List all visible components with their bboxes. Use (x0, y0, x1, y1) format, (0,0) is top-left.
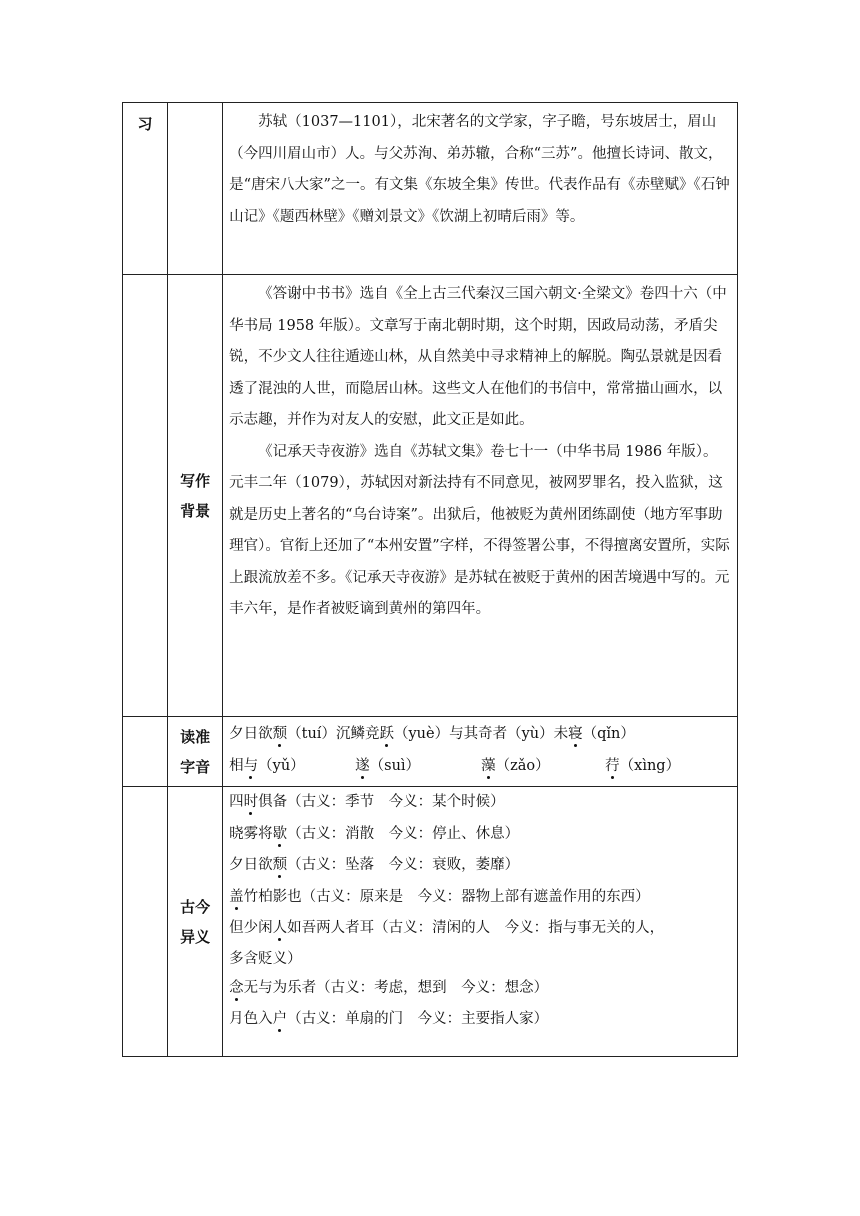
meaning-dotted-char: 户 (272, 1011, 288, 1027)
meaning-text: 月色入 (229, 1011, 273, 1027)
meaning-line (229, 787, 731, 819)
pronunciation-label-line1: 读准 (180, 727, 211, 746)
row-author-label-cell (168, 103, 223, 275)
meaning-line (229, 945, 731, 973)
meaning-dotted-char: 人 (272, 920, 288, 936)
pron-item (605, 751, 680, 783)
pron-text: （yǔ） (258, 757, 305, 774)
author-intro-text: 苏轼（1037—1101），北宋著名的文学家，字子瞻，号东坡居士，眉山（今四川眉山市）人。与父苏洵、弟苏辙，合称“三苏”。他擅长诗词、散文，是“唐宋八大家”之一。有文集《东坡全集》传世。代表作品有《赤壁赋》《石钟山记》《题西林壁》《赠刘景文》《饮湖上初晴后雨》等。 (229, 114, 730, 225)
meaning-text: 四 (229, 794, 244, 810)
ancient-modern-label (168, 787, 223, 1057)
meaning-text: 夕日欲 (229, 857, 273, 873)
meaning-dotted-char: 盖 (229, 888, 244, 905)
meaning-text: 竹柏影也（古义：原来是 今义：器物上部有遮盖作用的东西） (243, 888, 650, 905)
section-label-xi (123, 103, 168, 275)
pron-text: （yuè）与其奇者（yù）未 (393, 726, 569, 742)
background-para-1: 《答谢中书书》选自《全上古三代秦汉三国六朝文·全梁文》卷四十六（中华书局 1958 年版）。文章写于南北朝时期，这个时期，因政局动荡，矛盾尖锐，不少文人往往遁迹山林，从自然美中寻求精神上的解脱。陶弘景就是因看透了混浊的人世，而隐居山林。这些文人在他们的书信中，常常描山画水，以示志趣，并作为对友人的安慰，此文正是如此。 (229, 286, 727, 428)
background-label (168, 275, 223, 717)
meaning-dotted-char: 歇 (272, 825, 288, 842)
row-background-blank (123, 275, 168, 717)
pron-dotted-char: 与 (243, 757, 259, 774)
background-label-line2: 背景 (180, 501, 211, 520)
row-ancient-modern (123, 787, 738, 1057)
background-label-line1: 写作 (180, 471, 211, 490)
pron-dotted-char: 颓 (272, 726, 288, 742)
pron-text: （qǐn） (582, 726, 635, 742)
pron-dotted-char: 荇 (605, 757, 620, 774)
pron-item (355, 751, 481, 783)
meaning-dotted-char: 念 (229, 979, 244, 996)
meaning-line (229, 850, 731, 882)
pronunciation-label (168, 717, 223, 787)
meaning-dotted-char: 时 (243, 794, 259, 810)
row-author (123, 103, 738, 275)
pron-dotted-char: 藻 (481, 757, 496, 774)
row-pronunciation-blank (123, 717, 168, 787)
content-table (122, 102, 738, 1057)
meaning-line (229, 882, 731, 914)
pron-dotted-char: 寝 (568, 726, 583, 742)
row-background (123, 275, 738, 717)
row-pronunciation (123, 717, 738, 787)
meaning-dotted-char: 颓 (272, 857, 288, 873)
meaning-line (229, 913, 731, 945)
pron-item (229, 751, 355, 783)
pronunciation-line-2 (229, 751, 731, 783)
author-intro-cell (223, 103, 738, 275)
meaning-text: 无与为乐者（古义：考虑，想到 今义：想念） (243, 979, 549, 996)
meaning-text: 俱备（古义：季节 今义：某个时候） (258, 794, 505, 810)
meaning-text: 多含贬义） (229, 950, 302, 967)
pron-text: （zǎo） (495, 757, 550, 774)
pronunciation-cell (223, 717, 738, 787)
background-cell (223, 275, 738, 717)
pron-text: 夕日欲 (229, 726, 273, 742)
pron-item (481, 751, 605, 783)
pronunciation-label-line2: 字音 (180, 757, 211, 776)
meaning-line (229, 973, 731, 1005)
pron-text: 相 (229, 757, 244, 774)
meaning-text: （古义：消散 今义：停止、休息） (287, 825, 520, 842)
ancient-modern-label-line1: 古今 (180, 897, 211, 916)
meaning-text: 如吾两人者耳（古义：清闲的人 今义：指与事无关的人， (287, 920, 665, 936)
meaning-text: （古义：坠落 今义：衰败，萎靡） (287, 857, 520, 873)
background-para-2: 《记承天寺夜游》选自《苏轼文集》卷七十一（中华书局 1986 年版）。元丰二年（1079），苏轼因对新法持有不同意见，被网罗罪名，投入监狱，这就是历史上著名的“乌台诗案”。出狱后，他被贬为黄州团练副使（地方军事助理官）。官衔上还加了“本州安置”字样，不得签署公事，不得擅离安置所，实际上跟流放差不多。《记承天寺夜游》是苏轼在被贬于黄州的困苦境遇中写的。元丰六年，是作者被贬谪到黄州的第四年。 (229, 443, 730, 617)
row-ancient-modern-blank (123, 787, 168, 1057)
ancient-modern-cell (223, 787, 738, 1057)
pron-text: （tuí）沉鳞竞 (287, 726, 380, 742)
meaning-text: 但少闲 (229, 920, 273, 936)
pron-dotted-char: 跃 (379, 726, 394, 742)
ancient-modern-label-line2: 异义 (180, 927, 211, 946)
pron-dotted-char: 遂 (355, 757, 370, 774)
pron-text: （suì） (369, 757, 421, 774)
pron-text: （xìng） (619, 757, 681, 774)
meaning-line (229, 1004, 731, 1036)
section-label-text: 习 (137, 115, 153, 133)
pronunciation-line-1 (229, 719, 731, 751)
meaning-text: （古义：单扇的门 今义：主要指人家） (287, 1011, 549, 1027)
meaning-text: 晓雾将 (229, 825, 273, 842)
meaning-line (229, 819, 731, 851)
